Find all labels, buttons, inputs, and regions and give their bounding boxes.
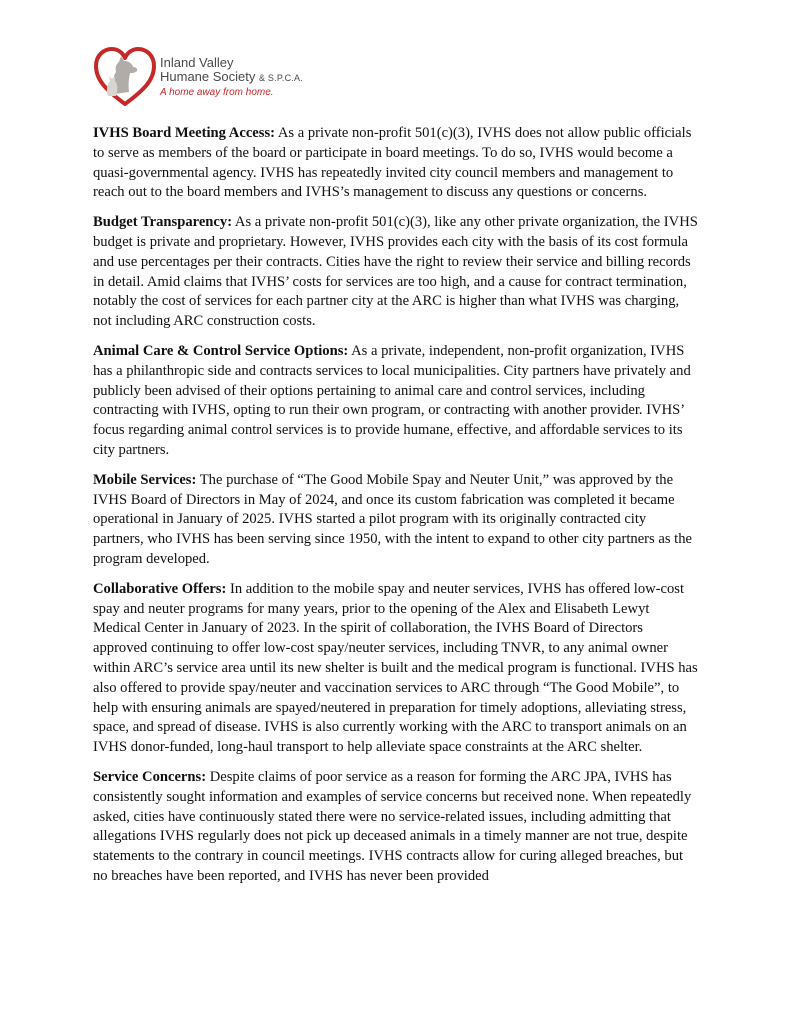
tagline: A home away from home. [160, 87, 274, 98]
paragraph-collaborative-offers [93, 580, 699, 758]
org-name-suffix: & S.P.C.A. [259, 73, 303, 83]
paragraph-heading: Animal Care & Control Service Options: [93, 342, 349, 359]
paragraph-budget-transparency [93, 213, 699, 332]
paragraph-heading: Budget Transparency: [93, 214, 233, 231]
paragraph-heading: Service Concerns: [93, 768, 207, 785]
organization-name [160, 56, 303, 85]
paragraph-heading: Collaborative Offers: [93, 580, 227, 597]
paragraph-text: Despite claims of poor service as a reason for forming the ARC JPA, IVHS has consistently sought information and examples of service concerns but received none. When repeatedly asked, cities have continuously stated there were no service-related issues, including admitting that allegations IVHS regularly does not pick up deceased animals in a timely manner are not true, despite statements to the contrary in council meetings. IVHS contracts allow for curing alleged breaches, but no breaches have been reported, and IVHS has never been provided [93, 768, 692, 884]
paragraph-mobile-services [93, 471, 699, 570]
paragraph-board-meeting-access [93, 124, 699, 203]
heart-logo-icon [92, 44, 158, 110]
paragraph-text: The purchase of “The Good Mobile Spay and Neuter Unit,” was approved by the IVHS Board of Directors in May of 2024, and once its custom fabrication was completed it became operational in January of 2025. IVHS started a pilot program with its originally contracted city partners, who IVHS has been serving since 1950, with the intent to expand to other city partners as the program developed. [93, 471, 693, 567]
paragraph-text: As a private, independent, non-profit organization, IVHS has a philanthropic side and contracts services to local municipalities. City partners have privately and publicly been advised of their options pertaining to animal care and control services, including contracting with IVHS, opting to run their own program, or contracting with another provider. IVHS’ focus regarding animal control services is to provide humane, effective, and affordable services to its city partners. [93, 342, 691, 458]
org-name-main: Humane Society [160, 69, 256, 84]
paragraph-text: As a private non-profit 501(c)(3), like any other private organization, the IVHS budget is private and proprietary. However, IVHS provides each city with the basis of its cost formula and use percentages per their contracts. Cities have the right to review their service and billing records in detail. Amid claims that IVHS’ costs for services are too high, and a cause for contract termination, notably the cost of services for each partner city at the ARC is higher than what IVHS was charging, not including ARC construction costs. [93, 214, 698, 330]
org-name-line1: Inland Valley [160, 55, 234, 70]
document-body [93, 124, 699, 897]
paragraph-text: As a private non-profit 501(c)(3), IVHS does not allow public officials to serve as members of the board or participate in board meetings. To do so, IVHS would become a quasi-governmental agency. IVHS has repeatedly invited city council members and management to reach out to the board members and IVHS’s management to discuss any questions or concerns. [93, 125, 692, 201]
letterhead [92, 44, 392, 110]
paragraph-service-options [93, 342, 699, 461]
paragraph-service-concerns [93, 768, 699, 887]
paragraph-heading: IVHS Board Meeting Access: [93, 125, 275, 141]
paragraph-text: In addition to the mobile spay and neuter services, IVHS has offered low-cost spay and neuter programs for many years, prior to the opening of the Alex and Elisabeth Lewyt Medical Center in January of 2023. In the spirit of collaboration, the IVHS Board of Directors approved continuing to offer low-cost spay/neuter services, including TNVR, to any animal owner within ARC’s service area until its new shelter is built and the medical program is functional. IVHS has also offered to provide spay/neuter and vaccination services to ARC through “The Good Mobile”, to help with ensuring animals are spayed/neutered in preparation for timely adoptions, alleviating stress, space, and spread of disease. IVHS is also currently working with the ARC to transport animals on an IVHS donor-funded, long-haul transport to help alleviate space constraints at the ARC shelter. [93, 580, 698, 756]
paragraph-heading: Mobile Services: [93, 471, 197, 488]
org-name-line2 [160, 70, 303, 85]
